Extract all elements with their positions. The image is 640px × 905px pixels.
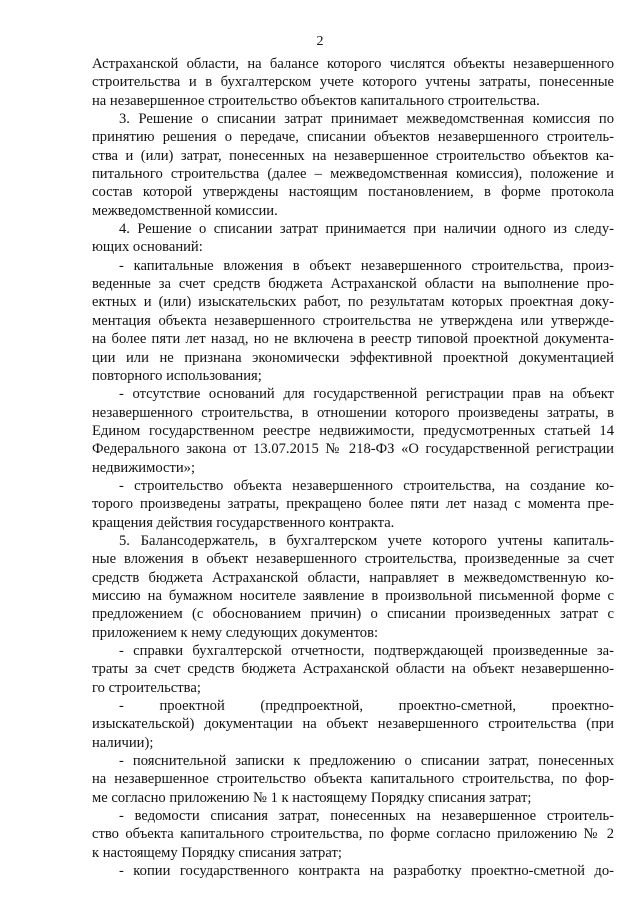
text-line: приложением к нему следующих документов:	[92, 624, 379, 641]
text-line: на незавершенное строительство объекта капитального строительства, по фор-	[92, 771, 614, 788]
text-line: незавершенного строительства, в отношении которого произведены затраты, в	[92, 404, 614, 421]
text-line: ме согласно приложению № 1 к настоящему Порядку списания затрат;	[92, 789, 532, 806]
text-line: 5. Балансодержатель, в бухгалтерском учете которого учтены капиталь-	[119, 532, 614, 549]
text-line: - пояснительной записки к предложению о списании затрат, понесенных	[119, 753, 614, 770]
text-line: ство объекта капитального строительства, по форме согласно приложению № 2	[92, 826, 614, 843]
text-line: Астраханской области, на балансе которого числятся объекты незавершенного	[92, 56, 614, 72]
text-line: межведомственной комиссии.	[92, 202, 278, 219]
text-line: кращения действия государственного контракта.	[92, 514, 395, 531]
text-line: Едином государственном реестре недвижимости, предусмотренных статьей 14	[92, 422, 614, 439]
text-line: на незавершенное строительство объектов капитального строительства.	[92, 92, 540, 109]
text-line: ектных и (или) изыскательских работ, по результатам которых проектная доку-	[92, 294, 614, 311]
text-line: на более пяти лет назад, но не включена в реестр типовой проектной документа-	[92, 331, 614, 348]
text-line: го строительства;	[92, 679, 201, 696]
text-line: торого произведены затраты, прекращено более пяти лет назад с момента пре-	[92, 496, 614, 513]
text-line: - строительство объекта незавершенного строительства, на создание ко-	[119, 477, 614, 494]
page-number: 2	[316, 34, 324, 49]
text-line: состав которой утверждены настоящим постановлением, в форме протокола	[92, 184, 614, 201]
text-line: 4. Решение о списании затрат принимается при наличии одного из следу-	[119, 221, 614, 238]
text-line: - копии государственного контракта на разработку проектно-сметной до-	[119, 863, 614, 880]
text-line: - ведомости списания затрат, понесенных на незавершенное строитель-	[119, 808, 614, 825]
document-body	[92, 55, 614, 880]
text-line: Федерального закона от 13.07.2015 № 218-ФЗ «О государственной регистрации	[92, 441, 614, 458]
text-line: принятию решения о передаче, списании объектов незавершенного строитель-	[92, 129, 614, 146]
text-line: повторного использования;	[92, 367, 262, 384]
text-line: - отсутствие оснований для государственной регистрации прав на объект	[119, 386, 614, 403]
text-line: питального строительства (далее – межведомственная комиссия), положение и	[92, 166, 614, 183]
text-line: - проектной (предпроектной, проектно-сметной, проектно-	[119, 698, 614, 715]
text-line: - капитальные вложения в объект незавершенного строительства, произ-	[119, 257, 614, 274]
text-line: к настоящему Порядку списания затрат;	[92, 844, 342, 861]
text-line: ции или не признана экономически эффективной проектной документацией	[92, 349, 614, 366]
text-line: веденные за счет средств бюджета Астраханской области на выполнение про-	[92, 276, 614, 293]
text-line: недвижимости»;	[92, 459, 196, 476]
text-line: наличии);	[92, 734, 154, 751]
text-line: траты за счет средств бюджета Астраханской области на объект незавершенно-	[92, 661, 614, 678]
text-line: - справки бухгалтерской отчетности, подтверждающей произведенные за-	[119, 643, 614, 659]
text-line: предложением (с обоснованием причин) о списании произведенных затрат с	[92, 606, 614, 623]
text-line: ные вложения в объект незавершенного строительства, произведенные за счет	[92, 551, 614, 568]
text-line: 3. Решение о списании затрат принимает межведомственная комиссия по	[119, 111, 614, 128]
text-line: миссию на бумажном носителе заявление в произвольной письменной форме с	[92, 587, 614, 604]
text-line: строительства и в бухгалтерском учете которого учтены затраты, понесенные	[92, 74, 614, 91]
text-line: ющих оснований:	[92, 239, 203, 256]
text-line: изыскательской) документации на объект незавершенного строительства (при	[92, 716, 614, 733]
text-line: ментация объекта незавершенного строительства не утверждена или утвержде-	[92, 312, 614, 329]
text-line: ства и (или) затрат, понесенных на незавершенное строительство объектов ка-	[92, 147, 614, 164]
text-line: средств бюджета Астраханской области, направляет в межведомственную ко-	[92, 569, 614, 586]
